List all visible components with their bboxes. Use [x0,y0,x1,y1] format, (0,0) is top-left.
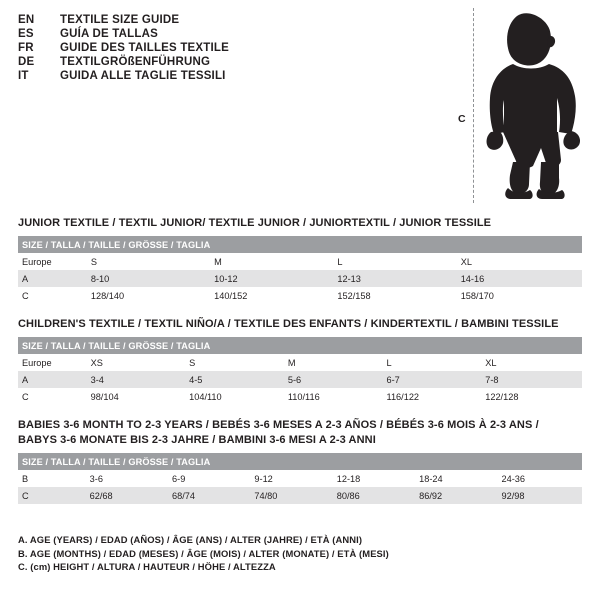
header-row-en [18,14,438,26]
children-a-cell-4: 6-7 [385,371,484,388]
junior-c-cell-4: 158/170 [459,287,582,304]
babies-size-table [18,453,582,504]
junior-europe-cell-2: M [212,253,335,270]
toddler-silhouette-icon [483,12,588,200]
table-row [18,270,582,287]
babies-c-cell-1: 62/68 [88,487,170,504]
language-header [18,14,438,84]
babies-c-cell-5: 86/92 [417,487,499,504]
section-title-babies-line1: BABIES 3-6 MONTH TO 2-3 YEARS / BEBÉS 3-6 MESES A 2-3 AÑOS / BÉBÉS 3-6 MOIS À 2-3 ANS / [18,419,539,431]
junior-a-cell-4: 14-16 [459,270,582,287]
lang-code-it: IT [18,70,29,82]
section-title-junior: JUNIOR TEXTILE / TEXTIL JUNIOR/ TEXTILE JUNIOR / JUNIORTEXTIL / JUNIOR TESSILE [18,217,492,229]
header-title-en: TEXTILE SIZE GUIDE [60,14,180,26]
lang-code-de: DE [18,56,35,68]
children-row-a-label: A [18,371,89,388]
babies-c-cell-6: 92/98 [500,487,582,504]
header-title-fr: GUIDE DES TAILLES TEXTILE [60,42,229,54]
legend [18,533,389,574]
header-row-fr [18,42,438,54]
babies-c-cell-3: 74/80 [252,487,334,504]
section-title-babies-line2: BABYS 3-6 MONATE BIS 2-3 JAHRE / BAMBINI 3-6 MESI A 2-3 ANNI [18,434,376,446]
table-row [18,470,582,487]
babies-row-b-label: B [18,470,88,487]
children-c-cell-3: 110/116 [286,388,385,405]
children-c-cell-5: 122/128 [483,388,582,405]
lang-code-fr: FR [18,42,34,54]
junior-row-c-label: C [18,287,89,304]
junior-a-cell-1: 8-10 [89,270,212,287]
measure-label-c: C [458,113,466,125]
children-a-cell-3: 5-6 [286,371,385,388]
babies-table-header-label: SIZE / TALLA / TAILLE / GRÖSSE / TAGLIA [18,453,582,470]
junior-europe-cell-3: L [335,253,458,270]
children-a-cell-5: 7-8 [483,371,582,388]
junior-c-cell-1: 128/140 [89,287,212,304]
lang-code-es: ES [18,28,34,40]
children-europe-cell-4: L [385,354,484,371]
babies-b-cell-1: 3-6 [88,470,170,487]
measurement-figure [440,8,590,203]
children-a-cell-2: 4-5 [187,371,286,388]
table-row [18,354,582,371]
children-europe-cell-3: M [286,354,385,371]
babies-b-cell-3: 9-12 [252,470,334,487]
junior-a-cell-2: 10-12 [212,270,335,287]
header-title-de: TEXTILGRÖßENFÜHRUNG [60,56,211,68]
table-row [18,253,582,270]
header-row-de [18,56,438,68]
legend-line-a: A. AGE (YEARS) / EDAD (AÑOS) / ÂGE (ANS) / ALTER (JAHRE) / ETÀ (ANNI) [18,534,363,545]
babies-c-cell-2: 68/74 [170,487,252,504]
children-c-cell-1: 98/104 [89,388,188,405]
children-c-cell-2: 104/110 [187,388,286,405]
header-title-es: GUÍA DE TALLAS [60,28,158,40]
children-europe-cell-2: S [187,354,286,371]
junior-row-a-label: A [18,270,89,287]
junior-a-cell-3: 12-13 [335,270,458,287]
children-europe-cell-1: XS [89,354,188,371]
babies-b-cell-4: 12-18 [335,470,417,487]
junior-c-cell-3: 152/158 [335,287,458,304]
table-row [18,287,582,304]
children-table-header-label: SIZE / TALLA / TAILLE / GRÖSSE / TAGLIA [18,337,582,354]
babies-b-cell-5: 18-24 [417,470,499,487]
table-row [18,388,582,405]
junior-europe-cell-1: S [89,253,212,270]
height-measure-dashed-line [473,8,474,203]
header-row-es [18,28,438,40]
junior-size-table [18,236,582,304]
legend-line-b: B. AGE (MONTHS) / EDAD (MESES) / ÂGE (MOIS) / ALTER (MONATE) / ETÀ (MESI) [18,547,389,559]
children-size-table [18,337,582,405]
lang-code-en: EN [18,14,35,26]
junior-c-cell-2: 140/152 [212,287,335,304]
header-title-it: GUIDA ALLE TAGLIE TESSILI [60,70,226,82]
children-row-europe-label: Europe [18,354,89,371]
table-row [18,487,582,504]
junior-row-europe-label: Europe [18,253,89,270]
children-row-c-label: C [18,388,89,405]
babies-b-cell-6: 24-36 [500,470,582,487]
children-a-cell-1: 3-4 [89,371,188,388]
children-c-cell-4: 116/122 [385,388,484,405]
babies-row-c-label: C [18,487,88,504]
header-row-it [18,70,438,82]
junior-europe-cell-4: XL [459,253,582,270]
table-header-row [18,453,582,470]
table-header-row [18,236,582,253]
table-header-row [18,337,582,354]
babies-b-cell-2: 6-9 [170,470,252,487]
children-europe-cell-5: XL [483,354,582,371]
section-title-children: CHILDREN'S TEXTILE / TEXTIL NIÑO/A / TEXTILE DES ENFANTS / KINDERTEXTIL / BAMBINI TESSILE [18,318,559,330]
babies-c-cell-4: 80/86 [335,487,417,504]
junior-table-header-label: SIZE / TALLA / TAILLE / GRÖSSE / TAGLIA [18,236,582,253]
legend-line-c: C. (cm) HEIGHT / ALTURA / HAUTEUR / HÖHE / ALTEZZA [18,561,276,572]
table-row [18,371,582,388]
